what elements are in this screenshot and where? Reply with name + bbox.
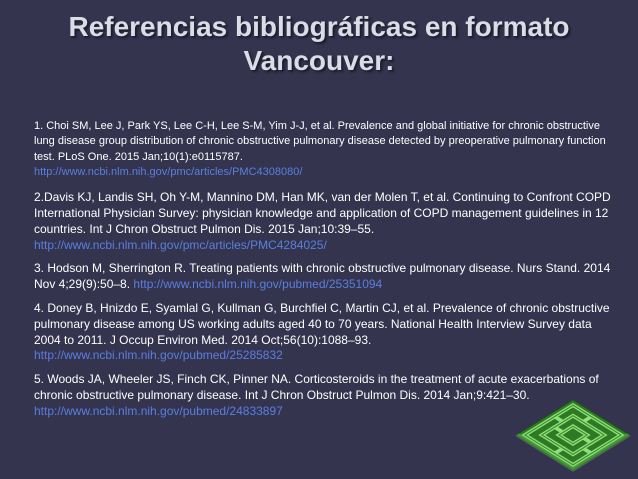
reference-text: 3. Hodson M, Sherrington R. Treating patients with chronic obstructive pulmonary disease. Nurs Stand. 2014 Nov 4;29(9):50–8. <box>34 261 611 292</box>
reference-text: 4. Doney B, Hnizdo E, Syamlal G, Kullman G, Burchfiel C, Martin CJ, et al. Prevalence of chronic obstructive pulmonary disease among US working adults aged 40 to 70 years. National Health Interview Survey data 2004 to 2011. J Occup Environ Med. 2014 Oct;56(10):1088–93. <box>34 300 610 347</box>
reference-text: 1. Choi SM, Lee J, Park YS, Lee C-H, Lee S-M, Yim J-J, et al. Prevalence and global initiative for chronic obstructive lung disease group distribution of chronic obstructive pulmonary disease detected by preoperative pulmonary function test. PLoS One. 2015 Jan;10(1):e0115787. <box>34 120 606 163</box>
reference-text: 2.Davis KJ, Landis SH, Oh Y-M, Mannino DM, Han MK, van der Molen T, et al. Continuing to Confront COPD International Physician Survey: physician knowledge and application of COPD management guidelines in 12 countries. Int J Chron Obstruct Pulmon Dis. 2015 Jan;10:39–55. <box>34 190 611 236</box>
reference-link[interactable]: http://www.ncbi.nlm.nih.gov/pubmed/25285832 <box>34 348 283 363</box>
title-line-1: Referencias bibliográficas en formato <box>68 11 570 42</box>
reference-link[interactable]: http://www.ncbi.nlm.nih.gov/pmc/articles/PMC4284025/ <box>34 237 327 252</box>
title-line-2: Vancouver: <box>243 45 395 76</box>
reference-link[interactable]: http://www.ncbi.nlm.nih.gov/pubmed/24833897 <box>34 403 283 418</box>
reference-item <box>34 261 614 293</box>
reference-link[interactable]: http://www.ncbi.nlm.nih.gov/pubmed/25351094 <box>133 277 383 292</box>
reference-item <box>34 190 614 253</box>
reference-link[interactable]: http://www.ncbi.nlm.nih.gov/pmc/articles/PMC4308080/ <box>34 165 303 178</box>
reference-item <box>34 301 614 364</box>
reference-item <box>34 119 614 180</box>
maze-icon <box>516 398 630 472</box>
reference-text: 5. Woods JA, Wheeler JS, Finch CK, Pinner NA. Corticosteroids in the treatment of acute exacerbations of chronic obstructive pulmonary disease. Int J Chron Obstruct Pulmon Dis. 2014 Jan;9:421–30. <box>34 372 599 402</box>
slide-title <box>0 10 638 78</box>
reference-list <box>34 119 614 428</box>
